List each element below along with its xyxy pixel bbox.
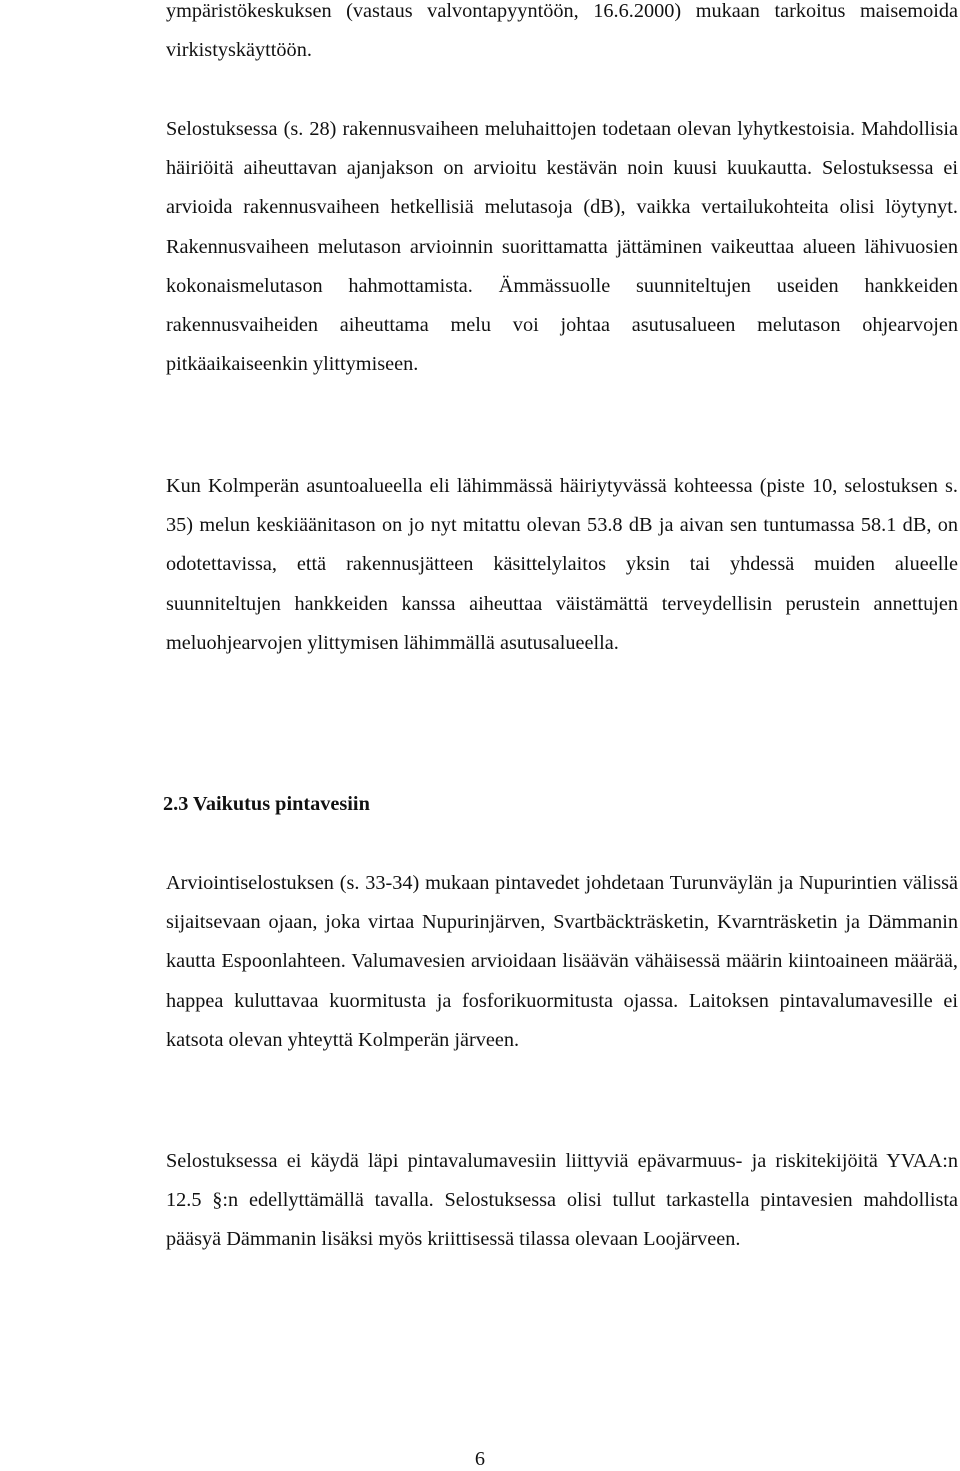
section-heading: 2.3 Vaikutus pintavesiin bbox=[163, 793, 370, 815]
page-number: 6 bbox=[474, 1448, 486, 1470]
paragraph-kolmpera-noise: Kun Kolmperän asuntoalueella eli lähimmässä häiriytyvässä kohteessa (piste 10, selostuksen s. 35) melun keskiäänitason on jo nyt mitattu olevan 53.8 dB ja aivan sen tuntumassa 58.1 dB, on odotettavissa, että rakennusjätteen käsittelylaitos yksin tai yhdessä muiden alueelle suunniteltujen hankkeiden kanssa aiheuttaa väistämättä terveydellisin perustein annettujen meluohjearvojen ylittymisen lähimmällä asutusalueella. bbox=[166, 475, 958, 654]
page-body bbox=[163, 0, 958, 1468]
paragraph-surface-waters: Arviointiselostuksen (s. 33-34) mukaan pintavedet johdetaan Turunväylän ja Nupurintien välissä sijaitsevaan ojaan, joka virtaa Nupurinjärven, Svartbäckträsketin, Kvarnträsketin ja Dämmanin kautta Espoonlahteen. Valumavesien arvioidaan lisäävän vähäisessä määrin kiintoaineen määrää, happea kuluttavaa kuormitusta ja fosforikuormitusta ojassa. Laitoksen pintavalumavesille ei katsota olevan yhteyttä Kolmperän järveen. bbox=[166, 872, 958, 1051]
paragraph-uncertainty: Selostuksessa ei käydä läpi pintavalumavesiin liittyviä epävarmuus- ja riskitekijöitä YVAA:n 12.5 §:n edellyttämällä tavalla. Selostuksessa olisi tullut tarkastella pintavesien mahdollista pääsyä Dämmanin lisäksi myös kriittisessä tilassa olevaan Loojärveen. bbox=[166, 1150, 958, 1251]
paragraph-continuation: ympäristökeskuksen (vastaus valvontapyyntöön, 16.6.2000) mukaan tarkoitus maisemoida virkistyskäyttöön. bbox=[166, 0, 958, 62]
paragraph-construction-noise: Selostuksessa (s. 28) rakennusvaiheen meluhaittojen todetaan olevan lyhytkestoisia. Mahdollisia häiriöitä aiheuttavan ajanjakson on arvioitu kestävän noin kuusi kuukautta. Selostuksessa ei arvioida rakennusvaiheen hetkellisiä melutasoja (dB), vaikka vertailukohteita olisi löytynyt. Rakennusvaiheen melutason arvioinnin suorittamatta jättäminen vaikeuttaa alueen lähivuosien kokonaismelutason hahmottamista. Ämmässuolle suunniteltujen useiden hankkeiden rakennusvaiheiden aiheuttama melu voi johtaa asutusalueen melutason ohjearvojen pitkäaikaiseenkin ylittymiseen. bbox=[166, 118, 958, 376]
